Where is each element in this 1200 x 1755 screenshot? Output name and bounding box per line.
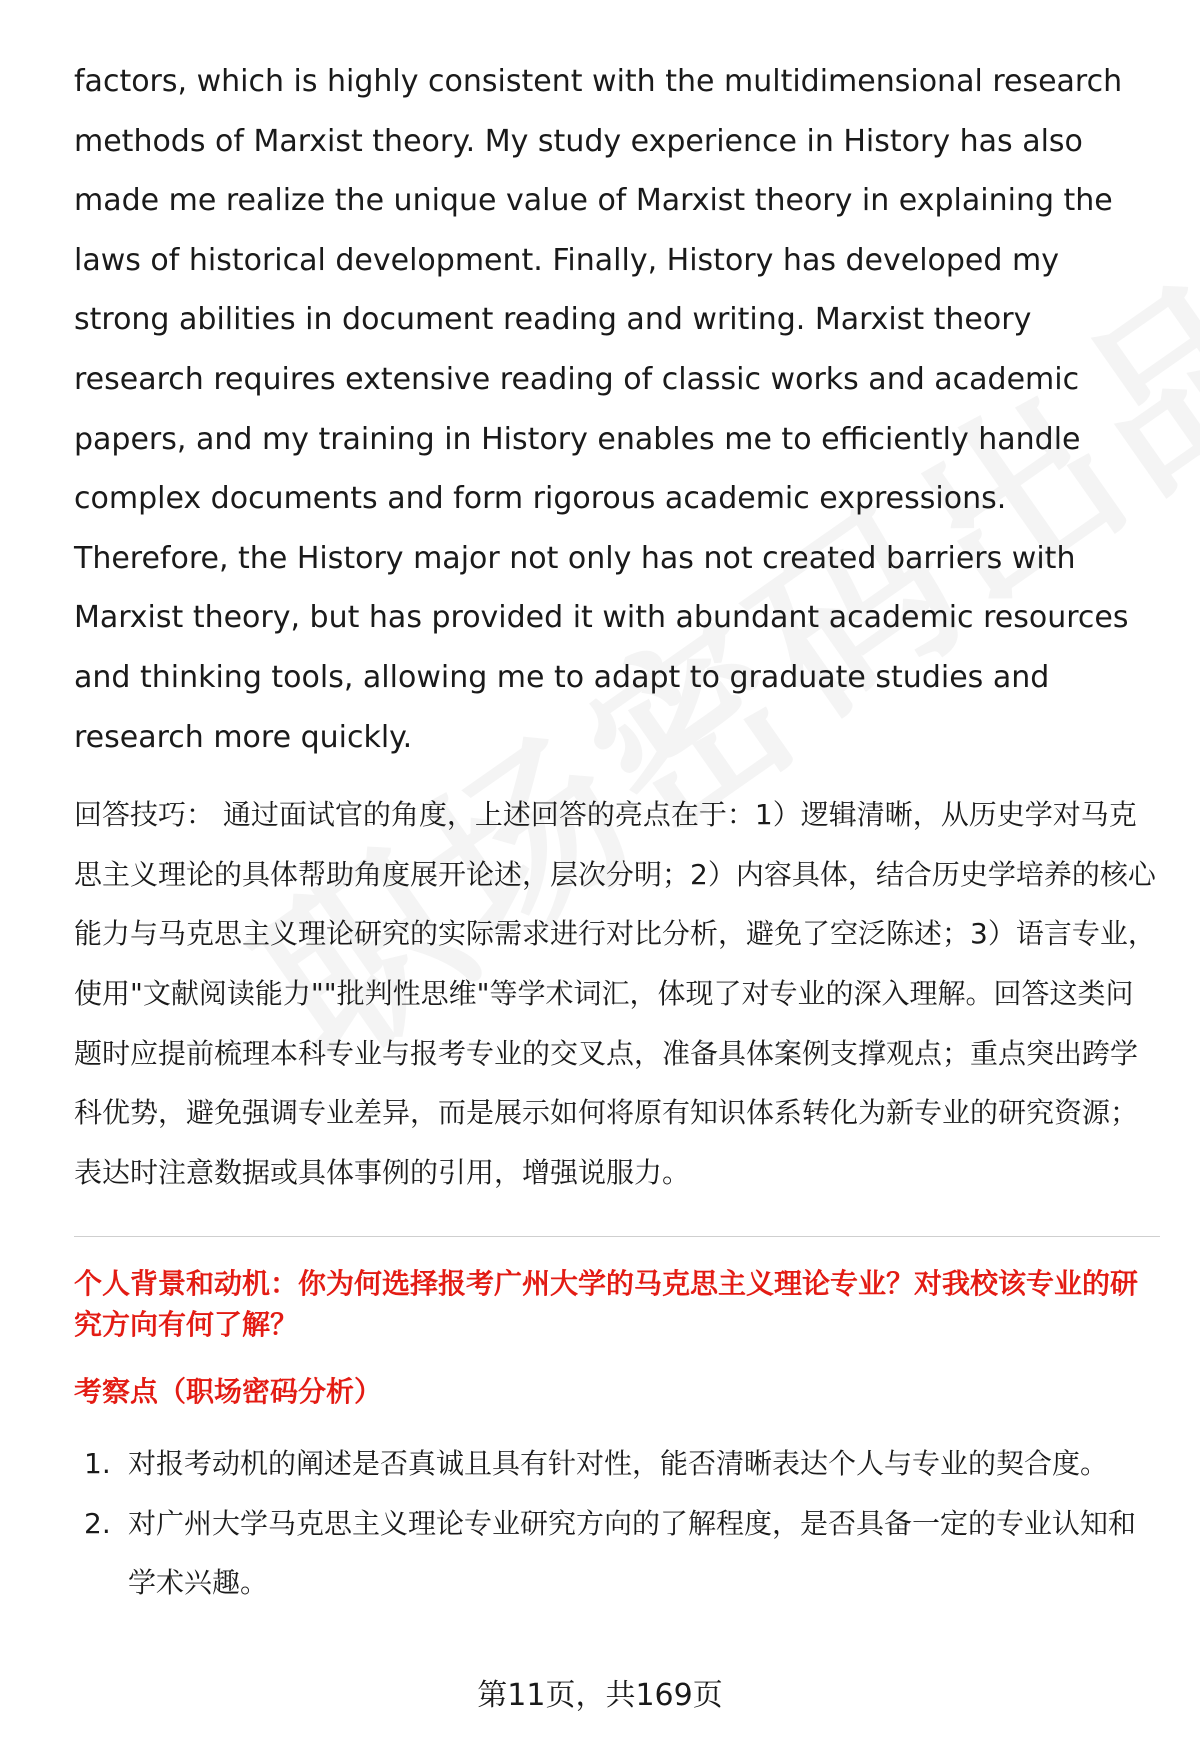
document-page <box>74 52 1160 1613</box>
list-item <box>74 1434 1160 1494</box>
question-heading: 个人背景和动机：你为何选择报考广州大学的马克思主义理论专业？对我校该专业的研究方向有何了解？ <box>74 1267 1139 1342</box>
answer-paragraph-english: factors, which is highly consistent with the multidimensional research methods of Marxist theory. My study experience in History has also made me realize the unique value of Marxist theory in explaining the laws of historical development. Finally, History has developed my strong abilities in document reading and writing. Marxist theory research requires extensive reading of classic works and academic papers, and my training in History enables me to efficiently handle complex documents and form rigorous academic expressions. Therefore, the History major not only has not created barriers with Marxist theory, but has provided it with abundant academic resources and thinking tools, allowing me to adapt to graduate studies and research more quickly. <box>74 64 1129 755</box>
answer-tips-paragraph: 回答技巧： 通过面试官的角度，上述回答的亮点在于：1）逻辑清晰，从历史学对马克思主义理论的具体帮助角度展开论述，层次分明；2）内容具体，结合历史学培养的核心能力与马克思主义理论研究的实际需求进行对比分析，避免了空泛陈述；3）语言专业，使用"文献阅读能力""批判性思维"等学术词汇，体现了对专业的深入理解。回答这类问题时应提前梳理本科专业与报考专业的交叉点，准备具体案例支撑观点；重点突出跨学科优势，避免强调专业差异，而是展示如何将原有知识体系转化为新专业的研究资源；表达时注意数据或具体事例的引用，增强说服力。 <box>74 798 1156 1189</box>
list-item <box>74 1494 1160 1613</box>
page-number-footer: 第11页，共169页 <box>477 1678 723 1713</box>
list-item-text: 对报考动机的阐述是否真诚且具有针对性，能否清晰表达个人与专业的契合度。 <box>128 1447 1109 1481</box>
section-heading: 考察点（职场密码分析） <box>74 1375 383 1409</box>
list-item-number: 1. <box>84 1447 111 1481</box>
list-item-text: 对广州大学马克思主义理论专业研究方向的了解程度，是否具备一定的专业认知和学术兴趣。 <box>128 1506 1137 1600</box>
assessment-points-list <box>74 1434 1160 1613</box>
list-item-number: 2. <box>84 1506 111 1540</box>
section-divider <box>74 1236 1160 1237</box>
